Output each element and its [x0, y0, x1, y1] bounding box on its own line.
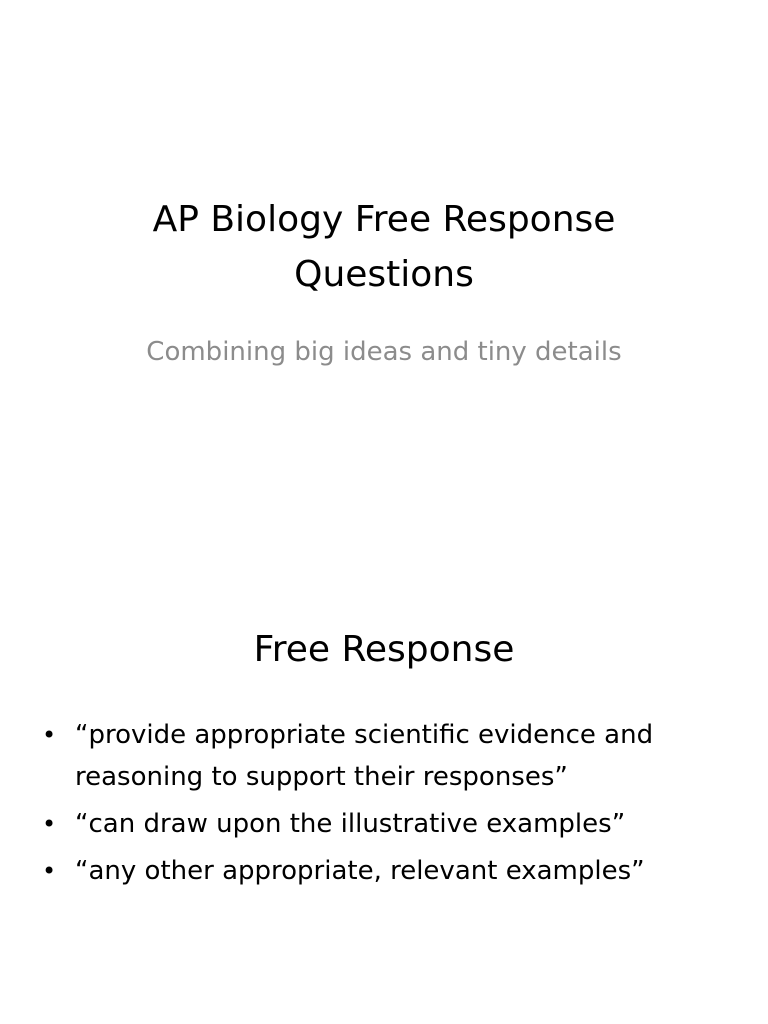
bullet-text: “provide appropriate scientific evidence and reasoning to support their responses” — [75, 720, 654, 792]
bullet-item — [40, 803, 730, 845]
bullet-list — [40, 714, 730, 897]
slide-subtitle: Combining big ideas and tiny details — [146, 337, 622, 367]
slide-title: Free Response — [253, 629, 515, 670]
bullet-item — [40, 850, 730, 892]
bullet-icon: • — [42, 721, 57, 749]
bullet-text: “any other appropriate, relevant examples” — [75, 856, 645, 886]
bullet-item — [40, 714, 730, 798]
slide-title: AP Biology Free Response Questions — [152, 199, 616, 295]
bullet-text: “can draw upon the illustrative examples” — [75, 809, 626, 839]
bullet-icon: • — [42, 857, 57, 885]
bullet-icon: • — [42, 810, 57, 838]
